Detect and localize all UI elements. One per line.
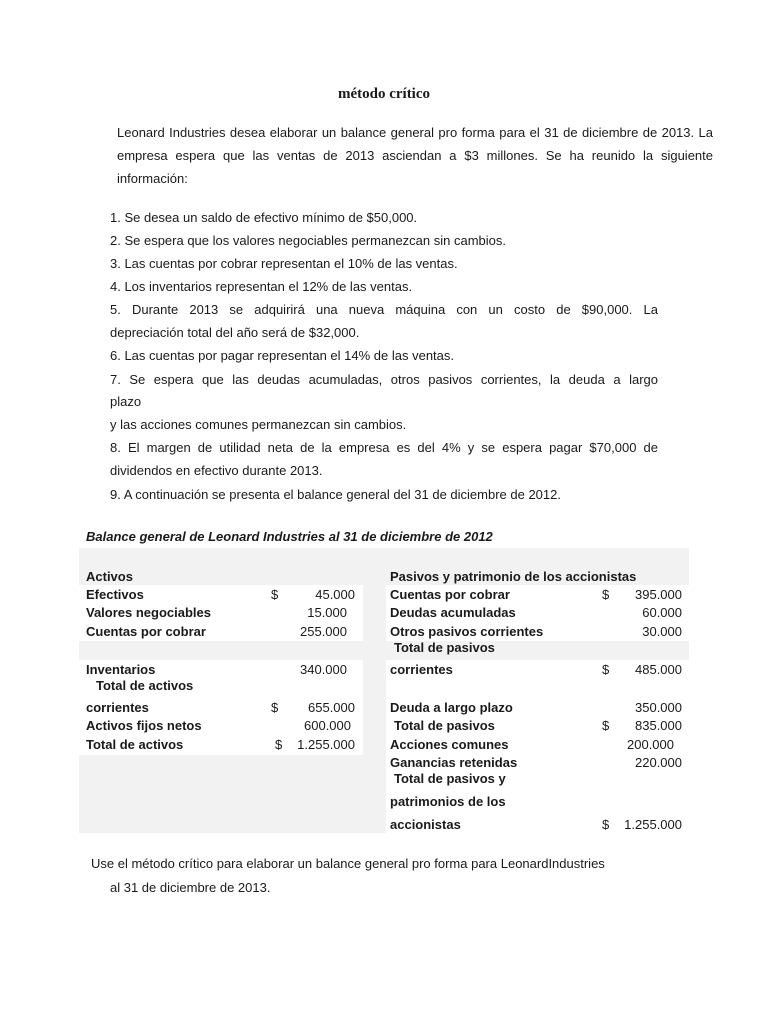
list-item: 4. Los inventarios representan el 12% de las ventas.: [110, 279, 413, 294]
closing-line: al 31 de diciembre de 2013.: [110, 880, 271, 895]
list-item: 6. Las cuentas por pagar representan el 14% de las ventas.: [110, 348, 454, 363]
liability-label: Total de pasivos: [394, 640, 495, 655]
asset-value: 255.000: [300, 624, 347, 639]
liability-value: 30.000: [642, 624, 682, 639]
liability-value: 485.000: [635, 662, 682, 677]
asset-label: corrientes: [86, 700, 149, 715]
liability-value: 1.255.000: [624, 817, 682, 832]
list-item: y las acciones comunes permanezcan sin cambios.: [110, 417, 407, 432]
liability-label: accionistas: [390, 817, 461, 832]
currency-sign: $: [275, 737, 283, 752]
liability-value: 835.000: [635, 718, 682, 733]
assets-header: Activos: [86, 569, 133, 584]
asset-value: 600.000: [304, 718, 351, 733]
currency-sign: $: [602, 587, 610, 602]
liability-label: Deudas acumuladas: [390, 605, 516, 620]
list-item: 1. Se desea un saldo de efectivo mínimo de $50,000.: [110, 210, 418, 225]
liability-label: Otros pasivos corrientes: [390, 624, 544, 639]
liability-label: corrientes: [390, 662, 453, 677]
closing-instruction: [91, 852, 671, 900]
liability-value: 200.000: [627, 737, 674, 752]
liability-label: Deuda a largo plazo: [390, 700, 513, 715]
asset-value: 655.000: [308, 700, 355, 715]
balance-sheet-caption: Balance general de Leonard Industries al 31 de diciembre de 2012: [86, 529, 493, 544]
liability-label: Total de pasivos: [394, 718, 495, 733]
asset-label: Inventarios: [86, 662, 156, 677]
currency-sign: $: [602, 817, 610, 832]
liability-label: Cuentas por cobrar: [390, 587, 510, 602]
liability-value: 60.000: [642, 605, 682, 620]
asset-label: Valores negociables: [86, 605, 212, 620]
list-item: 7. Se espera que las deudas acumuladas, otros pasivos corrientes, la deuda a largo: [110, 372, 658, 387]
currency-sign: $: [602, 718, 610, 733]
currency-sign: $: [602, 662, 610, 677]
asset-value: 340.000: [300, 662, 347, 677]
liability-value: 220.000: [635, 755, 682, 770]
asset-label: Total de activos: [86, 737, 184, 752]
intro-paragraph: Leonard Industries desea elaborar un balance general pro forma para el 31 de diciembre de 2013. La empresa espera que las ventas de 2013 asciendan a $3 millones. Se ha reunido la siguiente información:: [117, 125, 713, 186]
asset-label: Efectivos: [86, 587, 144, 602]
asset-value: 45.000: [315, 587, 355, 602]
asset-label: Total de activos: [96, 678, 194, 693]
asset-label: Cuentas por cobrar: [86, 624, 206, 639]
liabilities-header: Pasivos y patrimonio de los accionistas: [390, 569, 637, 584]
document-title: método crítico: [337, 86, 431, 102]
list-item: depreciación total del año será de $32,000.: [110, 325, 360, 340]
list-item: 2. Se espera que los valores negociables permanezcan sin cambios.: [110, 233, 507, 248]
list-item: dividendos en efectivo durante 2013.: [110, 463, 323, 478]
asset-label: Activos fijos netos: [86, 718, 202, 733]
liability-label: Total de pasivos y: [394, 771, 506, 786]
list-item: plazo: [110, 394, 142, 409]
list-item: 3. Las cuentas por cobrar representan el 10% de las ventas.: [110, 256, 458, 271]
asset-value: 15.000: [307, 605, 347, 620]
liability-value: 395.000: [635, 587, 682, 602]
liability-label: Ganancias retenidas: [390, 755, 518, 770]
list-item: 5. Durante 2013 se adquirirá una nueva máquina con un costo de $90,000. La: [110, 302, 658, 317]
closing-line: Use el método crítico para elaborar un balance general pro forma para LeonardIndustries: [91, 856, 605, 871]
liability-label: patrimonios de los: [390, 794, 506, 809]
list-item: 9. A continuación se presenta el balance general del 31 de diciembre de 2012.: [110, 487, 561, 502]
liability-label: Acciones comunes: [390, 737, 509, 752]
currency-sign: $: [271, 700, 279, 715]
list-item: 8. El margen de utilidad neta de la empresa es del 4% y se espera pagar $70,000 de: [110, 440, 658, 455]
liability-value: 350.000: [635, 700, 682, 715]
currency-sign: $: [271, 587, 279, 602]
asset-value: 1.255.000: [297, 737, 355, 752]
